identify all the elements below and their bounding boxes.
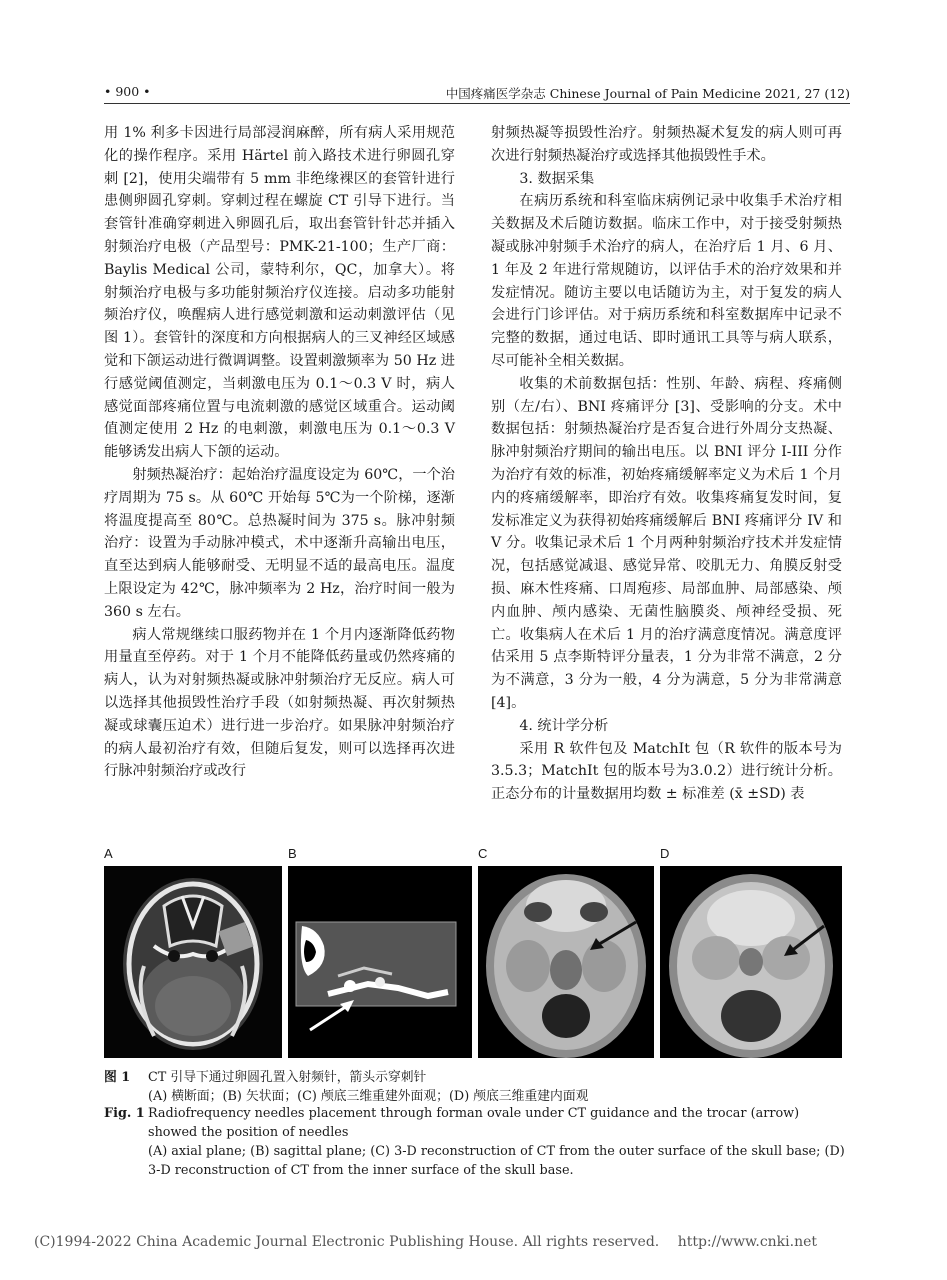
journal-title: 中国疼痛医学杂志 Chinese Journal of Pain Medicine 2021, 27 (12) xyxy=(445,86,850,101)
figure-subtitle-cn: (A) 横断面；(B) 矢状面；(C) 颅底三维重建外面观；(D) 颅底三维重建内面观 xyxy=(148,1089,589,1104)
figure-label-cn: 图 1 xyxy=(104,1070,131,1085)
section-heading: 3. 数据采集 xyxy=(519,170,595,187)
figure-caption-en xyxy=(104,1104,850,1180)
paragraph: 收集的术前数据包括：性别、年龄、病程、疼痛侧别（左/右）、BNI 疼痛评分 [3]、受影响的分支。术中数据包括：射频热凝治疗是否复合进行外周分支热凝、脉冲射频治疗期间的输出电压。以 BNI 评分 I-III 分作为治疗有效的标准，初始疼痛缓解率定义为术后 1 个月内的疼痛缓解率，即治疗有效。收集疼痛复发时间，复发标准定义为获得初始疼痛缓解后 BNI 疼痛评分 IV 和 V 分。收集记录术后 1 个月两种射频治疗技术并发症情况，包括感觉减退、感觉异常、咬肌无力、角膜反射受损、麻木性疼痛、口周疱疹、局部血肿、局部感染、颅内血肿、颅内感染、无菌性脑膜炎、颅神经受损、死亡。收集病人在术后 1 月的治疗满意度情况。满意度评估采用 5 点李斯特评分量表，1 分为非常不满意，2 分为不满意，3 分为一般，4 分为满意，5 分为非常满意 [4]。 xyxy=(491,375,842,711)
skull-3d-outer-image xyxy=(478,866,654,1058)
paragraph: 在病历系统和科室临床病例记录中收集手术治疗相关数据及术后随访数据。临床工作中，对于接受射频热凝或脉冲射频手术治疗的病人，在治疗后 1 月、6 月、1 年及 2 年进行常规随访，以评估手术的治疗效果和并发症情况。随访主要以电话随访为主，对于复发的病人会进行门诊评估。对于病历系统和科室数据库中记录不完整的数据，通过电话、即时通讯工具等与病人联系，尽可能补全相关数据。 xyxy=(491,193,842,369)
figure-title-cn: CT 引导下通过卵圆孔置入射频针，箭头示穿刺针 xyxy=(148,1070,427,1085)
footer-url: http://www.cnki.net xyxy=(677,1234,818,1250)
page-number: • 900 • xyxy=(104,84,151,99)
paragraph: 用 1% 利多卡因进行局部浸润麻醉，所有病人采用规范化的操作程序。采用 Härtel 前入路技术进行卵圆孔穿刺 [2]，使用尖端带有 5 mm 非绝缘裸区的套管针进行患侧卵圆孔穿刺。穿刺过程在螺旋 CT 引导下进行。当套管针准确穿刺进入卵圆孔后，取出套管针针芯并插入射频治疗电极（产品型号：PMK-21-100；生产厂商：Baylis Medical 公司，蒙特利尔，QC，加拿大）。将射频治疗电极与多功能射频治疗仪连接。启动多功能射频治疗仪，唤醒病人进行感觉刺激和运动刺激评估（见图 1）。套管针的深度和方向根据病人的三叉神经区域感觉和下颌运动进行微调调整。设置刺激频率为 50 Hz 进行感觉阈值测定，当刺激电压为 0.1～0.3 V 时，病人感觉面部疼痛位置与电流刺激的感觉区域重合。运动阈值测定使用 2 Hz 的电刺激，刺激电压为 0.1～0.3 V 能够诱发出病人下颌的运动。 xyxy=(104,125,455,461)
page-footer xyxy=(34,1234,817,1250)
paragraph: 射频热凝治疗：起始治疗温度设定为 60℃，一个治疗周期为 75 s。从 60℃ 开始每 5℃为一个阶梯，逐渐将温度提高至 80℃。总热凝时间为 375 s。脉冲射频治疗：设置为手动脉冲模式，术中逐渐升高输出电压，直至达到病人能够耐受、无明显不适的最高电压。温度上限设定为 42℃，脉冲频率为 2 Hz，治疗时间一般为 360 s 左右。 xyxy=(104,466,455,620)
paragraph: 射频热凝等损毁性治疗。射频热凝术复发的病人则可再次进行射频热凝治疗或选择其他损毁性手术。 xyxy=(491,125,842,164)
page-header xyxy=(104,84,850,104)
panel-label-b: B xyxy=(288,846,297,861)
panel-label-c: C xyxy=(478,846,488,861)
ct-axial-image xyxy=(104,866,282,1058)
panel-label-d: D xyxy=(660,846,670,861)
right-column xyxy=(491,122,842,806)
left-column xyxy=(104,122,455,783)
ct-sagittal-image xyxy=(288,866,472,1058)
figure-subtitle-en: (A) axial plane; (B) sagittal plane; (C) 3-D reconstruction of CT from the outer surface of the skull base; (D) 3-D reconstruction of CT from the inner surface of the skull base. xyxy=(148,1144,845,1178)
figure-label-en: Fig. 1 xyxy=(104,1106,145,1121)
panel-label-a: A xyxy=(104,846,113,861)
figure-title-en: Radiofrequency needles placement through forman ovale under CT guidance and the trocar (arrow) showed the position of needles xyxy=(148,1106,800,1140)
paragraph: 采用 R 软件包及 MatchIt 包（R 软件的版本号为3.5.3；MatchIt 包的版本号为3.0.2）进行统计分析。正态分布的计量数据用均数 ± 标准差 (x̄ ±SD) 表 xyxy=(491,740,842,803)
figure-caption-cn xyxy=(104,1068,850,1106)
skull-3d-inner-image xyxy=(660,866,842,1058)
copyright-text: (C)1994-2022 China Academic Journal Electronic Publishing House. All rights reserved. xyxy=(34,1234,660,1250)
section-heading: 4. 统计学分析 xyxy=(519,717,609,734)
paragraph: 病人常规继续口服药物并在 1 个月内逐渐降低药物用量直至停药。对于 1 个月不能降低药量或仍然疼痛的病人，认为对射频热凝或脉冲射频治疗无反应。病人可以选择其他损毁性治疗手段（如射频热凝、再次射频热凝或球囊压迫术）进行进一步治疗。如果脉冲射频治疗的病人最初治疗有效，但随后复发，则可以选择再次进行脉冲射频治疗或改行 xyxy=(104,626,455,780)
figure-panel-labels xyxy=(104,846,850,864)
